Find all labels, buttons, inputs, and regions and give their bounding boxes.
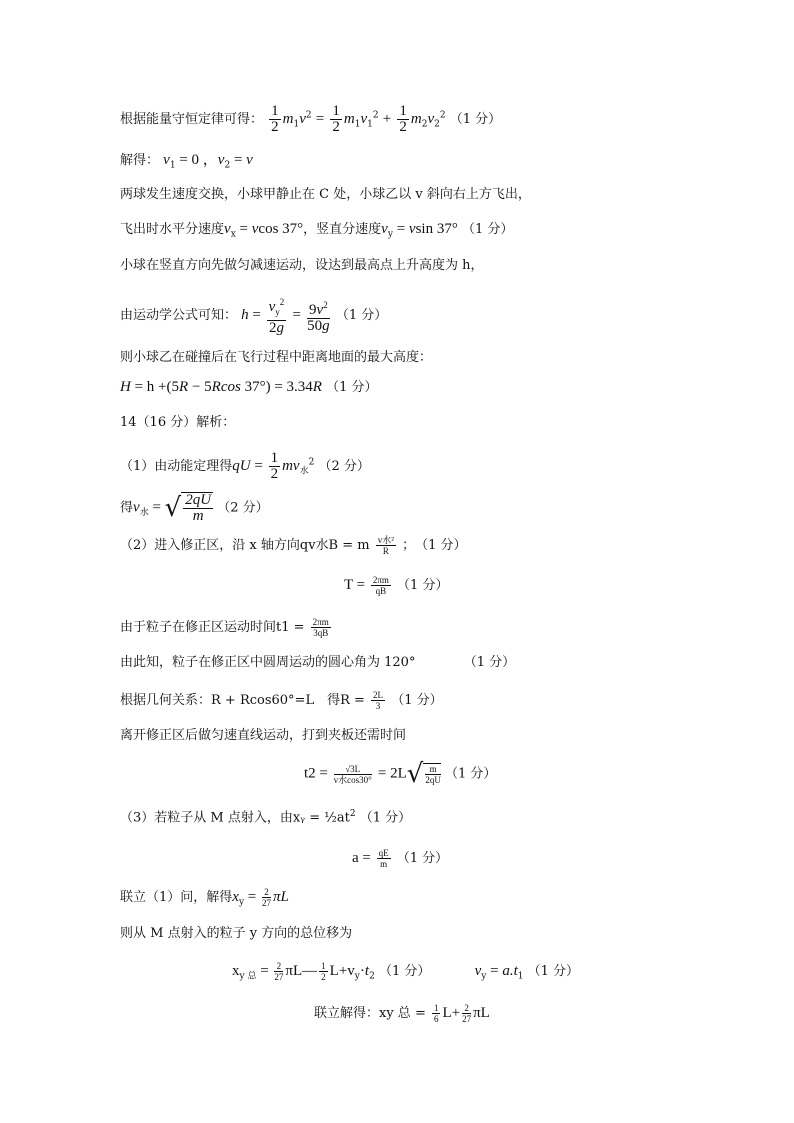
velocity-result-line: 得$v_水$ = √ $\frac{2qU}{m}$ （2 分） bbox=[120, 492, 269, 524]
score: （1 分） bbox=[397, 578, 449, 593]
text: 解得： bbox=[120, 153, 160, 168]
geometry-line: 根据几何关系：R + Rcos60°=L 得R = $\frac{2L}{3}$ （1 分） bbox=[120, 690, 443, 711]
velocity-components-line: 飞出时水平分速度$v_x = vcos$ 37°，竖直分速度$v_y = vsin$ 37° （1 分） bbox=[120, 221, 514, 240]
part1-line: （1）由动能定理得qU = $\frac{1}{2}$ $mv_水^2$ （2 分） bbox=[120, 450, 370, 482]
text: 飞出时水平分速度 bbox=[120, 222, 225, 237]
max-height-intro: 则小球乙在碰撞后在飞行过程中距离地面的最大高度： bbox=[120, 350, 433, 365]
score: （1 分） bbox=[335, 308, 388, 323]
score: （2 分） bbox=[217, 500, 269, 516]
score: （1 分） bbox=[463, 655, 516, 670]
text: 根据能量守恒定律可得： bbox=[120, 112, 264, 127]
text: （2）进入修正区，沿 x 轴方向qv水B = m bbox=[120, 538, 370, 553]
total-displacement-line: $x_{y 总}$ = $\frac{2}{27}$ πL— $\frac{1}{2}$ $L+v_y\cdot t_2$ （1 分） $v_y = a.t_1$ （1 分） bbox=[232, 961, 580, 982]
solve-line: 解得： $v_1 = 0$ ，$v_2 = v$ bbox=[120, 152, 253, 171]
score: （1 分） bbox=[444, 766, 497, 782]
part2-line: （2）进入修正区，沿 x 轴方向qv水B = m $\frac{\text{v水²}}{R}$ ； （1 分） bbox=[120, 535, 467, 556]
part3-line: （3）若粒子从 M 点射入，由xᵧ = $\frac{1}{2}at^2$ （1 分） bbox=[120, 809, 412, 826]
text: 由此知，粒子在修正区中圆周运动的圆心角为 120° bbox=[120, 655, 416, 670]
text: 联立解得：xy 总 = bbox=[314, 1006, 426, 1021]
kinematics-line: 由运动学公式可知： h = $\frac{v_y^2}{2g}$ = $\frac{9v^2}{50g}$ （1 分） bbox=[120, 297, 388, 336]
score: （1 分） bbox=[461, 222, 514, 237]
score: （2 分） bbox=[318, 459, 370, 474]
score: （1 分） bbox=[326, 380, 378, 395]
score: ； （1 分） bbox=[402, 538, 467, 553]
text: 联立（1）问，解得 bbox=[120, 890, 233, 905]
deceleration-line: 小球在竖直方向先做匀减速运动，设达到最高点上升高度为 h， bbox=[120, 258, 484, 273]
period-line: T = $\frac{2\pi m}{qB}$ （1 分） bbox=[344, 575, 449, 596]
max-height-line: H = h +(5R − 5Rcos 37°) = 3.34R （1 分） bbox=[120, 379, 378, 395]
uniform-motion-line: 离开修正区后做匀速直线运动，打到夹板还需时间 bbox=[120, 728, 407, 743]
t2-line: t2 = $\frac{√3L}{\text{v水cos30°}}$ = 2L√ $\frac{m}{2qU}$ （1 分） bbox=[304, 759, 497, 789]
text: （1）由动能定理得 bbox=[120, 459, 233, 474]
acceleration-line: a = $\frac{qE}{m}$ （1 分） bbox=[352, 848, 449, 869]
energy-conservation-line: 根据能量守恒定律可得： $\frac{1}{2}$ $m_1v^2$ = $\frac{1}{2}$ $m_1v_1^2$ + $\frac{1}{2}$ $m_2v_2^2$ （1 分） bbox=[120, 103, 502, 135]
text: 根据几何关系：R + Rcos60°=L 得R = bbox=[120, 693, 365, 708]
text: （3）若粒子从 M 点射入，由xᵧ = ½at bbox=[120, 810, 350, 826]
score: （1 分） bbox=[527, 964, 580, 979]
angle-line bbox=[120, 655, 515, 671]
problem-14-heading: 14（16 分）解析： bbox=[120, 415, 236, 430]
combine-line: 联立（1）问，解得$x_y$ = $\frac{2}{27}$ πL bbox=[120, 887, 289, 908]
score: （1 分） bbox=[396, 851, 449, 866]
text: 得 bbox=[120, 500, 134, 516]
score: （1 分） bbox=[359, 810, 412, 826]
score: （1 分） bbox=[449, 112, 502, 127]
total-displacement-intro: 则从 M 点射入的粒子 y 方向的总位移为 bbox=[120, 926, 353, 941]
time-line: 由于粒子在修正区运动时间t1 = $\frac{2\pi m}{3qB}$ bbox=[120, 617, 329, 638]
text: ，竖直分速度 bbox=[303, 222, 382, 237]
score: （1 分） bbox=[391, 693, 443, 708]
velocity-exchange-line: 两球发生速度交换，小球甲静止在 C 处，小球乙以 v 斜向右上方飞出， bbox=[120, 187, 531, 202]
text: 由于粒子在修正区运动时间t1 = bbox=[120, 620, 305, 635]
text: 由运动学公式可知： bbox=[120, 308, 238, 323]
final-result-line: 联立解得：xy 总 = $\frac{1}{6}$ L+ $\frac{2}{27}$ πL bbox=[314, 1003, 490, 1024]
score: （1 分） bbox=[378, 964, 431, 979]
